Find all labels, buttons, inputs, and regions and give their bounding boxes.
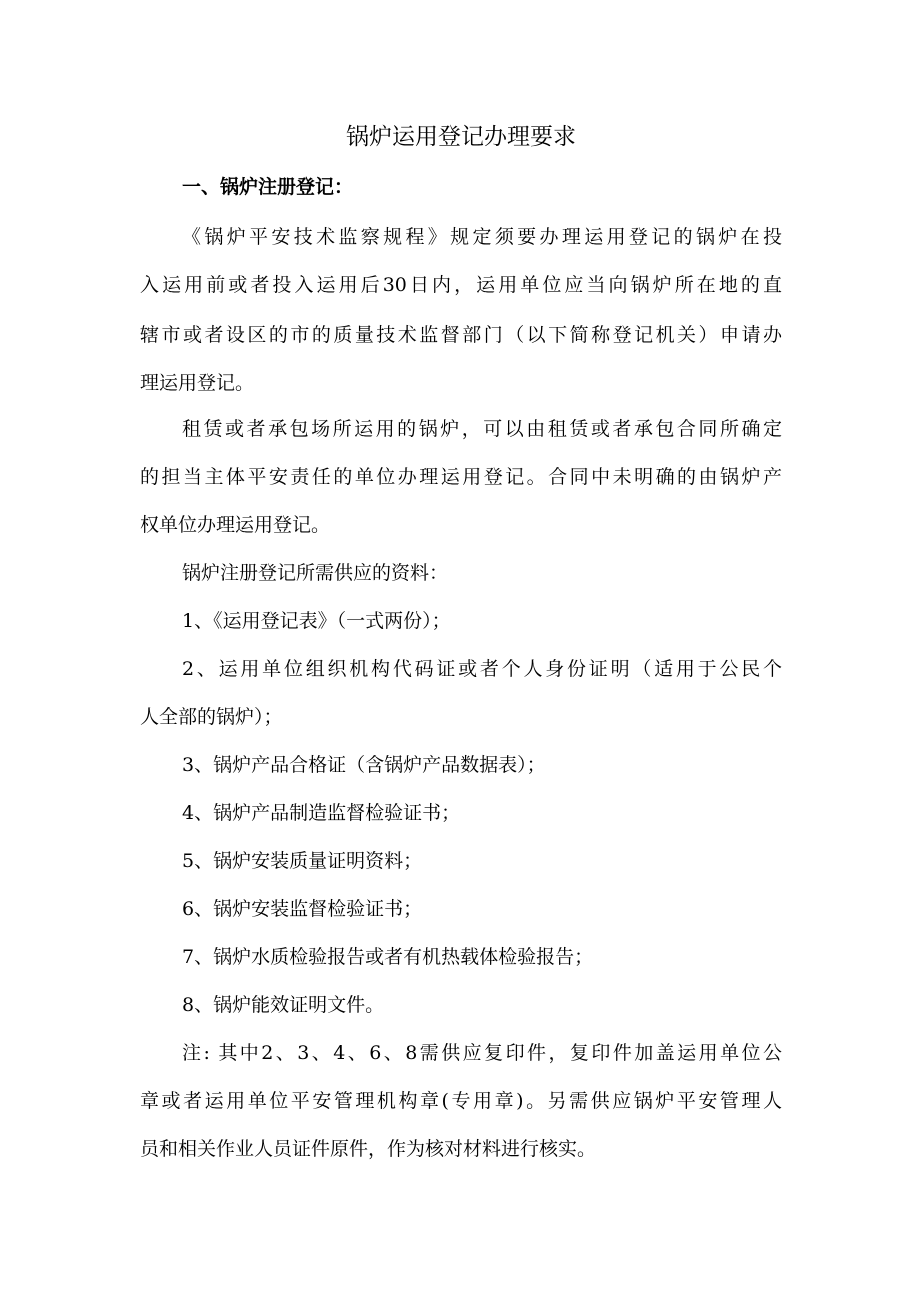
paragraph2-line2: 的担当主体平安责任的单位办理运用登记。合同中未明确的由锅炉产 [140, 466, 782, 488]
material-item-7: 7、锅炉水质检验报告或者有机热载体检验报告； [182, 946, 594, 968]
paragraph1-line2: 入运用前或者投入运用后30日内，运用单位应当向锅炉所在地的直 [140, 274, 782, 296]
paragraph1-line3: 辖市或者设区的市的质量技术监督部门（以下简称登记机关）申请办 [140, 324, 782, 346]
material-item-6: 6、锅炉安装监督检验证书； [182, 898, 423, 920]
material-item-8: 8、锅炉能效证明文件。 [182, 994, 385, 1016]
material-item-2-line1: 2、运用单位组织机构代码证或者个人身份证明（适用于公民个 [182, 658, 782, 680]
note-line2: 章或者运用单位平安管理机构章(专用章)。另需供应锅炉平安管理人 [140, 1090, 782, 1112]
note-line3: 员和相关作业人员证件原件，作为核对材料进行核实。 [140, 1138, 597, 1160]
paragraph1-line1: 《锅炉平安技术监察规程》规定须要办理运用登记的锅炉在投 [182, 226, 782, 248]
materials-intro: 锅炉注册登记所需供应的资料： [182, 562, 449, 584]
paragraph1-line4: 理运用登记。 [140, 372, 255, 394]
material-item-4: 4、锅炉产品制造监督检验证书； [182, 802, 461, 824]
material-item-5: 5、锅炉安装质量证明资料； [182, 850, 423, 872]
document-title: 锅炉运用登记办理要求 [346, 124, 576, 150]
paragraph2-line1: 租赁或者承包场所运用的锅炉，可以由租赁或者承包合同所确定 [182, 418, 782, 440]
note-line1: 注: 其中2、3、4、6、8需供应复印件，复印件加盖运用单位公 [182, 1042, 782, 1064]
paragraph2-line3: 权单位办理运用登记。 [140, 514, 331, 536]
section-heading: 一、锅炉注册登记： [182, 176, 354, 198]
material-item-1: 1、《运用登记表》（一式两份）； [182, 610, 451, 632]
material-item-3: 3、锅炉产品合格证（含锅炉产品数据表）； [182, 754, 546, 776]
material-item-2-line2: 人全部的锅炉）； [140, 706, 283, 728]
